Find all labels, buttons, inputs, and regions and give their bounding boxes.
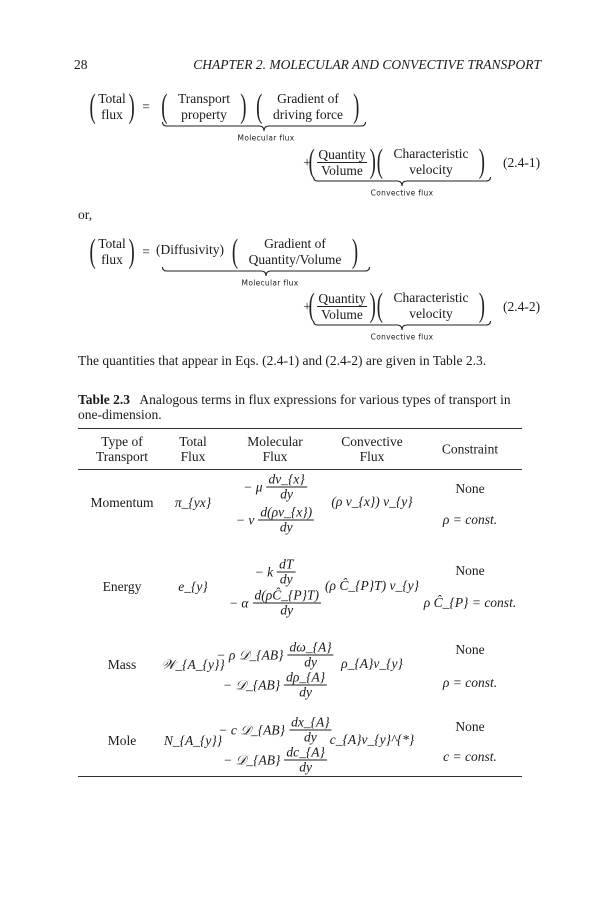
header-line: Flux <box>262 449 288 464</box>
header-convective-flux <box>341 434 402 464</box>
underbrace-convective <box>313 321 491 331</box>
brace-path <box>314 321 491 330</box>
lhs-line: Total <box>98 236 126 251</box>
coefficient: − 𝒟_{AB} <box>222 677 281 692</box>
characteristic-velocity-term: ( Characteristic velocity ) <box>376 287 486 324</box>
numerator: d(ρĈ_{P}T) <box>254 587 320 603</box>
derivative-fraction <box>284 671 327 700</box>
denominator: dy <box>299 684 313 700</box>
term-line: Characteristic <box>393 290 469 305</box>
lhs-line: flux <box>101 252 123 267</box>
table-bottom-rule <box>78 776 522 777</box>
row-convective-flux: (ρ Ĉ_{P}T) v_{y} <box>324 578 420 593</box>
header-total-flux <box>179 434 207 464</box>
convective-flux-label: Convective flux <box>370 188 434 198</box>
row-constraint: None <box>455 563 485 578</box>
table-header-rule <box>78 469 522 470</box>
row-type: Energy <box>102 579 142 594</box>
equation-number: (2.4-1) <box>503 155 541 170</box>
equation-number: (2.4-2) <box>503 299 541 314</box>
derivative-fraction <box>288 641 334 670</box>
header-line: Convective <box>341 434 403 449</box>
table-caption-label: Table 2.3 <box>78 392 131 407</box>
table-caption <box>78 392 511 408</box>
header-line: Flux <box>359 449 385 464</box>
row-constraint: ρ = const. <box>442 512 498 527</box>
underbrace-molecular <box>162 267 370 277</box>
derivative-fraction <box>277 558 295 587</box>
molecular-flux-expression <box>255 558 296 587</box>
row-type: Momentum <box>90 495 154 510</box>
term-line: Characteristic <box>393 146 469 161</box>
derivative-fraction <box>289 716 332 745</box>
coefficient: − μ <box>243 479 263 494</box>
underbrace-convective <box>313 177 491 187</box>
numerator: dρ_{A} <box>286 669 326 685</box>
lhs-line: Total <box>98 91 126 106</box>
denominator: dy <box>299 759 313 775</box>
header-line: Molecular <box>247 434 303 449</box>
molecular-flux-expression <box>223 671 327 700</box>
row-constraint: c = const. <box>443 749 497 764</box>
molecular-flux-expression <box>229 589 321 618</box>
quantity-volume-term: ( Quantity Volume ) <box>308 143 376 180</box>
derivative-fraction <box>258 506 314 535</box>
header-type-of-transport <box>96 434 148 464</box>
row-total-flux: e_{y} <box>178 579 208 594</box>
table-caption-continued: one-dimension. <box>78 407 162 422</box>
row-convective-flux: c_{A}v_{y}^{*} <box>329 732 415 747</box>
row-constraint: None <box>455 719 485 734</box>
diffusivity-term: (Diffusivity) <box>156 242 224 257</box>
term-line: Gradient of <box>264 236 326 251</box>
row-type: Mass <box>107 657 137 672</box>
quantity-volume-term: ( Quantity Volume ) <box>308 287 376 324</box>
header-line: Flux <box>180 449 206 464</box>
derivative-fraction <box>253 589 322 618</box>
row-total-flux: N_{A_{y}} <box>163 733 223 748</box>
convective-flux-label: Convective flux <box>370 332 434 342</box>
derivative-fraction <box>266 473 306 502</box>
header-line: Transport <box>95 449 149 464</box>
denominator: dy <box>280 486 294 502</box>
table-caption-text: Analogous terms in flux expressions for various types of transport in <box>139 392 511 407</box>
row-constraint: None <box>455 481 485 496</box>
lhs-line: flux <box>101 107 123 122</box>
term-line: driving force <box>272 107 344 122</box>
lhs-total-flux: ( Total flux ) <box>89 233 135 270</box>
chapter-title: CHAPTER 2. MOLECULAR AND CONVECTIVE TRANSPORT <box>193 57 541 72</box>
numerator: dω_{A} <box>289 639 332 655</box>
molecular-flux-label: Molecular flux <box>237 133 295 143</box>
coefficient: − k <box>254 564 274 579</box>
molecular-flux-expression <box>243 473 307 502</box>
characteristic-velocity-term: ( Characteristic velocity ) <box>376 143 486 180</box>
numerator: Quantity <box>318 290 366 306</box>
underbrace-molecular <box>162 122 366 132</box>
header-line: Constraint <box>441 441 499 457</box>
header-line: Type of <box>101 434 143 449</box>
denominator: dy <box>304 654 317 670</box>
page-number: 28 <box>74 57 88 72</box>
numerator: dv_{x} <box>268 471 305 487</box>
coefficient: − c 𝒟_{AB} <box>218 722 286 737</box>
denominator: dy <box>279 571 293 587</box>
coefficient: − α <box>228 595 249 610</box>
denominator: dy <box>279 519 293 535</box>
term-line: Gradient of <box>277 91 339 106</box>
transport-property-term: ( Transport property ) <box>161 88 247 125</box>
molecular-flux-expression <box>223 746 327 775</box>
derivative-fraction <box>284 746 327 775</box>
numerator: dc_{A} <box>286 744 325 760</box>
term-line: property <box>181 107 227 122</box>
brace-path <box>314 177 491 186</box>
header-constraint <box>442 442 498 457</box>
molecular-flux-expression <box>218 716 331 745</box>
numerator: Quantity <box>318 146 366 162</box>
equals-sign: = <box>142 99 150 114</box>
row-constraint: ρ Ĉ_{P} = const. <box>423 595 517 610</box>
gradient-quantity-volume-term: ( Gradient of Quantity/Volume ) <box>231 233 359 270</box>
numerator: dT <box>279 556 294 572</box>
molecular-flux-expression <box>236 506 314 535</box>
coefficient: − 𝒟_{AB} <box>223 752 281 767</box>
denominator: Volume <box>321 162 363 178</box>
numerator: dx_{A} <box>291 714 330 730</box>
term-line: Transport <box>177 91 231 106</box>
term-line: Quantity/Volume <box>248 252 342 267</box>
header-molecular-flux <box>247 434 302 464</box>
row-constraint: ρ = const. <box>442 675 498 690</box>
row-convective-flux: (ρ v_{x}) v_{y} <box>331 494 413 509</box>
row-type: Mole <box>107 733 137 748</box>
coefficient: − ν <box>235 512 255 527</box>
table-top-rule <box>78 428 522 429</box>
denominator: Volume <box>321 306 363 322</box>
denominator: dy <box>280 602 294 618</box>
denominator: dy <box>303 729 317 745</box>
gradient-driving-force-term: ( Gradient of driving force ) <box>256 88 360 125</box>
equals-sign: = <box>142 244 150 259</box>
numerator: d(ρv_{x}) <box>260 504 313 520</box>
plus-sign: + <box>303 155 311 170</box>
row-total-flux: 𝒲_{A_{y}} <box>161 657 225 672</box>
term-line: velocity <box>409 162 453 177</box>
plus-sign: + <box>303 299 311 314</box>
term-line: velocity <box>409 306 453 321</box>
brace-path <box>163 122 366 131</box>
brace-path <box>163 267 370 276</box>
molecular-flux-expression <box>216 641 333 670</box>
lhs-total-flux: ( Total flux ) <box>89 88 135 125</box>
or-text: or, <box>78 207 93 222</box>
molecular-flux-label: Molecular flux <box>241 278 299 288</box>
row-convective-flux: ρ_{A}v_{y} <box>341 656 403 671</box>
coefficient: − ρ 𝒟_{AB} <box>216 647 284 662</box>
row-total-flux: π_{yx} <box>174 495 212 510</box>
row-constraint: None <box>455 642 485 657</box>
body-paragraph: The quantities that appear in Eqs. (2.4-1) and (2.4-2) are given in Table 2.3. <box>78 353 487 368</box>
header-line: Total <box>179 434 207 449</box>
